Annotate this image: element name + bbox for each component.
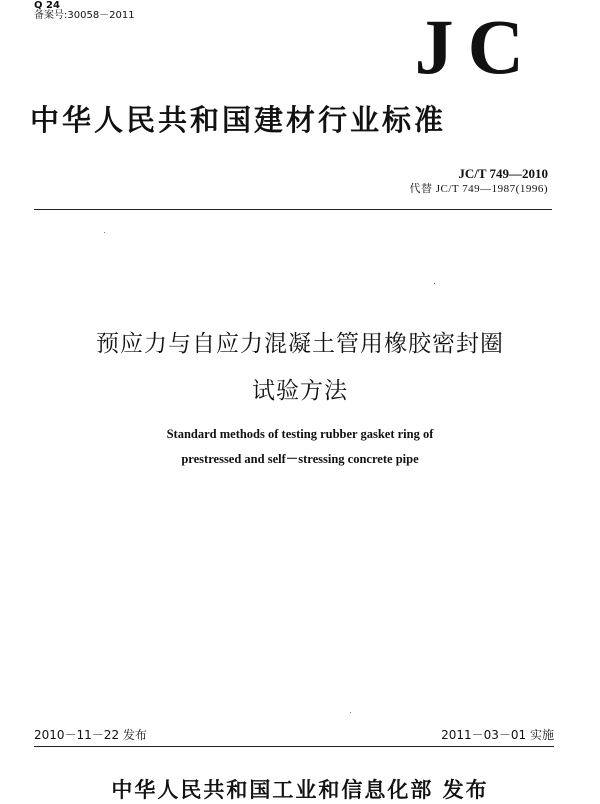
industry-standard-title: 中华人民共和国建材行业标准 [30,103,447,137]
scan-speck [350,712,351,713]
implementation-date: 2011－03－01 实施 [441,728,554,742]
document-title-en-line2: prestressed and self－stressing concrete pipe [181,452,419,466]
scan-speck [104,232,105,233]
classification-code: Q 24 [34,0,60,11]
top-divider [34,209,552,210]
standard-code: JC/T 749—2010 [458,166,548,181]
scan-speck [434,283,435,284]
document-title-zh-line1: 预应力与自应力混凝土管用橡胶密封圈 [96,331,504,357]
filing-number: 备案号:30058－2011 [34,10,135,21]
replaced-standard: 代替 JC/T 749—1987(1996) [409,183,548,195]
jc-logo: JC [414,3,538,90]
document-title-en-line1: Standard methods of testing rubber gasket ring of [166,427,434,441]
bottom-divider [34,746,554,747]
document-title-zh-line2: 试验方法 [252,378,348,404]
publisher: 中华人民共和国工业和信息化部 发布 [111,777,489,802]
issue-date: 2010－11－22 发布 [34,728,147,742]
